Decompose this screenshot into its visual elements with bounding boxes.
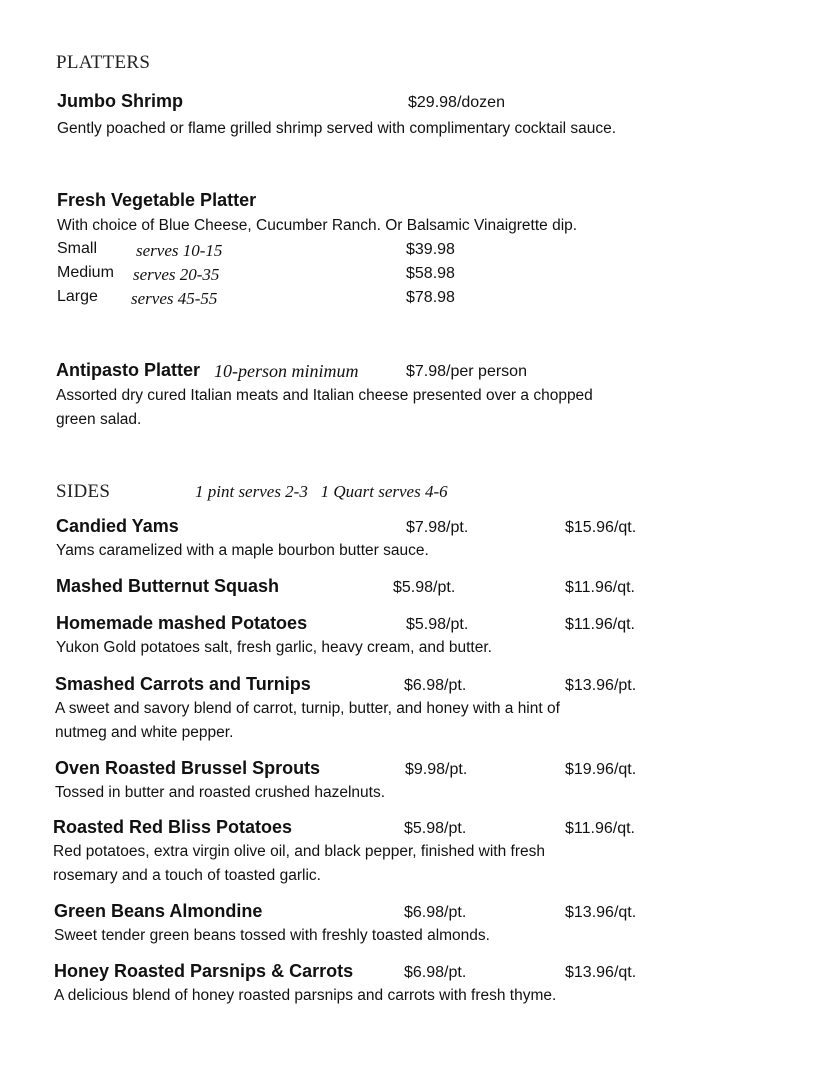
- side-item-desc: Sweet tender green beans tossed with freshly toasted almonds.: [54, 927, 490, 944]
- veg-price-small: $39.98: [406, 241, 455, 258]
- veg-price-large: $78.98: [406, 289, 455, 306]
- veg-serves-medium: serves 20-35: [133, 265, 220, 284]
- side-item-desc: Yukon Gold potatoes salt, fresh garlic, heavy cream, and butter.: [56, 639, 492, 656]
- jumbo-shrimp-price: $29.98/dozen: [408, 94, 505, 111]
- side-item-pint-price: $7.98/pt.: [406, 519, 469, 536]
- jumbo-shrimp-name: Jumbo Shrimp: [57, 91, 184, 111]
- side-item-name: Roasted Red Bliss Potatoes: [53, 817, 293, 837]
- sides-heading: SIDES: [56, 481, 111, 502]
- veg-size-medium: Medium: [57, 264, 114, 281]
- veg-serves-small: serves 10-15: [136, 241, 223, 260]
- veg-platter-name: Fresh Vegetable Platter: [57, 190, 257, 210]
- side-item-desc: Red potatoes, extra virgin olive oil, and black pepper, finished with fresh rosemary and a touch of toasted garlic.: [53, 843, 545, 884]
- sides-serving-note: 1 pint serves 2-3 1 Quart serves 4-6: [195, 482, 448, 501]
- side-item-pint-price: $5.98/pt.: [393, 579, 456, 596]
- side-item-name: Green Beans Almondine: [54, 901, 263, 921]
- veg-size-large: Large: [57, 288, 98, 305]
- side-item-name: Mashed Butternut Squash: [56, 576, 280, 596]
- side-item-pint-price: $6.98/pt.: [404, 964, 467, 981]
- side-item-desc: A delicious blend of honey roasted parsnips and carrots with fresh thyme.: [54, 987, 557, 1004]
- side-item-quart-price: $11.96/qt.: [565, 820, 635, 837]
- side-item-name: Oven Roasted Brussel Sprouts: [55, 758, 321, 778]
- side-item-quart-price: $13.96/pt.: [565, 677, 637, 694]
- veg-platter-desc: With choice of Blue Cheese, Cucumber Ranch. Or Balsamic Vinaigrette dip.: [57, 217, 578, 234]
- antipasto-price: $7.98/per person: [406, 363, 527, 380]
- veg-price-medium: $58.98: [406, 265, 455, 282]
- platters-heading: PLATTERS: [56, 52, 151, 73]
- side-item-quart-price: $11.96/qt.: [565, 579, 635, 596]
- side-item-quart-price: $19.96/qt.: [565, 761, 637, 778]
- side-item-name: Smashed Carrots and Turnips: [55, 674, 311, 694]
- side-item-name: Honey Roasted Parsnips & Carrots: [54, 961, 354, 981]
- side-item-name: Homemade mashed Potatoes: [56, 613, 308, 633]
- side-item-pint-price: $6.98/pt.: [404, 677, 467, 694]
- veg-size-small: Small: [57, 240, 98, 257]
- antipasto-desc: Assorted dry cured Italian meats and Italian cheese presented over a chopped green salad.: [56, 387, 593, 428]
- veg-serves-large: serves 45-55: [131, 289, 218, 308]
- side-item-quart-price: $11.96/qt.: [565, 616, 635, 633]
- side-item-pint-price: $5.98/pt.: [404, 820, 467, 837]
- side-item-desc: Tossed in butter and roasted crushed hazelnuts.: [55, 784, 386, 801]
- side-item-quart-price: $13.96/qt.: [565, 964, 637, 981]
- jumbo-shrimp-desc: Gently poached or flame grilled shrimp served with complimentary cocktail sauce.: [57, 120, 617, 137]
- side-item-pint-price: $9.98/pt.: [405, 761, 468, 778]
- side-item-pint-price: $6.98/pt.: [404, 904, 467, 921]
- side-item-quart-price: $15.96/qt.: [565, 519, 637, 536]
- side-item-name: Candied Yams: [56, 516, 179, 536]
- antipasto-note: 10-person minimum: [214, 361, 359, 381]
- side-item-desc: A sweet and savory blend of carrot, turnip, butter, and honey with a hint of nutmeg and white pepper.: [55, 700, 560, 741]
- side-item-quart-price: $13.96/qt.: [565, 904, 637, 921]
- side-item-desc: Yams caramelized with a maple bourbon butter sauce.: [56, 542, 429, 559]
- antipasto-name: Antipasto Platter: [56, 360, 201, 380]
- side-item-pint-price: $5.98/pt.: [406, 616, 469, 633]
